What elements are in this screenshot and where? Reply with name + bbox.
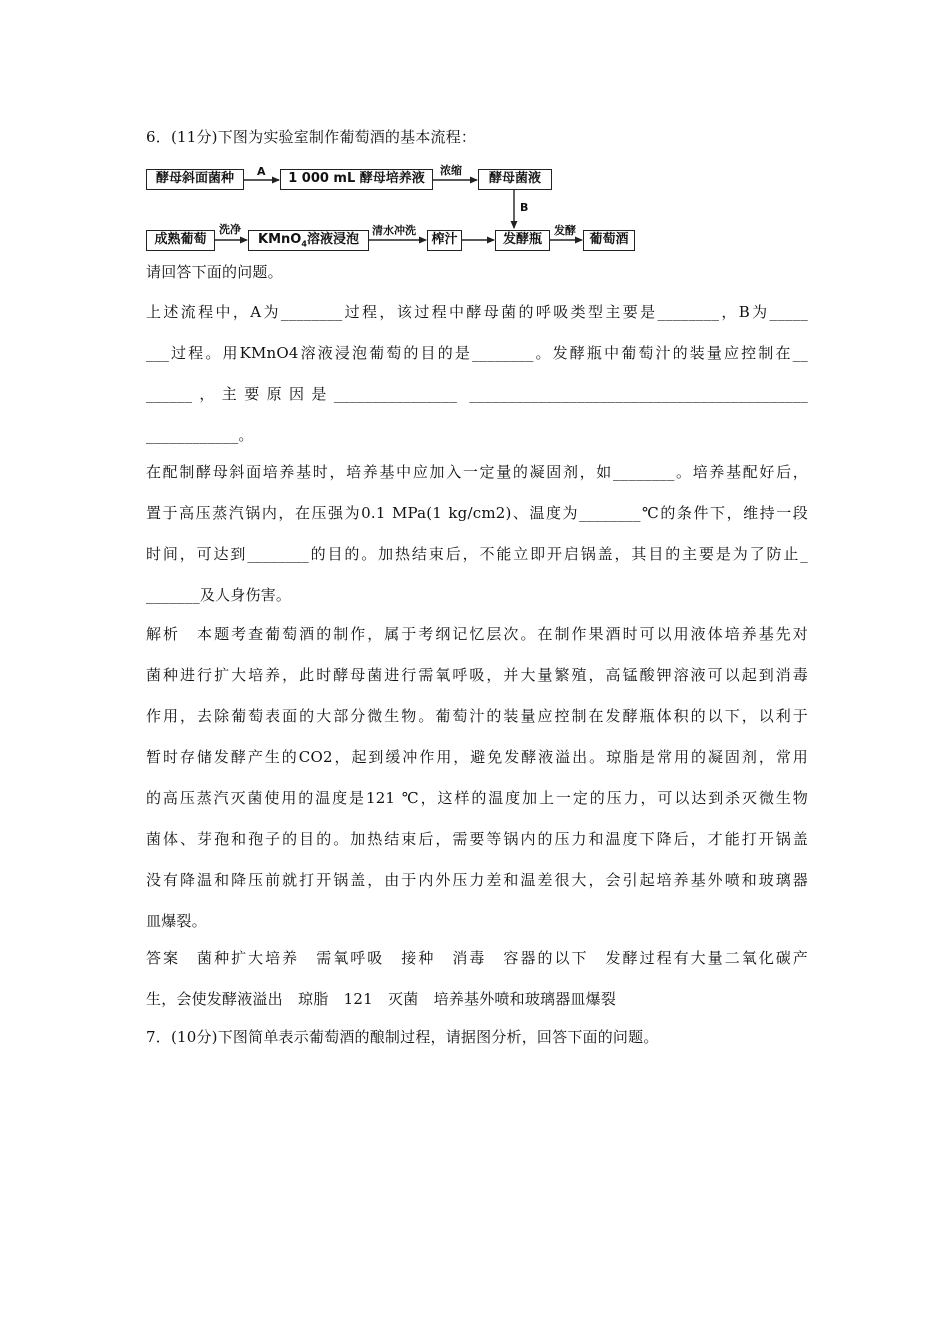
q6-line-7: 置于高压蒸汽锅内，在压强为0.1 MPa(1 kg/cm2)、温度为________℃的条件下，维持一段 xyxy=(146,504,808,522)
label-a: A xyxy=(257,165,266,178)
kmno4-subscript: 4 xyxy=(301,239,307,249)
label-rinse: 清水冲洗 xyxy=(372,224,416,237)
label-b: B xyxy=(520,201,529,214)
question-7-title: 7．(10分)下图简单表示葡萄酒的酿制过程，请据图分析，回答下面的问题。 xyxy=(146,1028,659,1046)
q6-line-5: ____________。 xyxy=(146,426,254,444)
answer-line-2: 生，会使发酵液溢出 琼脂 121 灭菌 培养基外喷和玻璃器皿爆裂 xyxy=(146,990,617,1008)
label-concentrate: 浓缩 xyxy=(440,164,462,177)
q6-line-3: ___过程。用KMnO4溶液浸泡葡萄的目的是________。发酵瓶中葡萄汁的装量应控制在__ xyxy=(146,344,808,362)
q6-line-2: 上述流程中，A为________过程，该过程中酵母菌的呼吸类型主要是________，B为_____ xyxy=(146,303,808,321)
kmno4-soak-text: 溶液浸泡 xyxy=(306,232,359,247)
analysis-line-1: 解析 本题考查葡萄酒的制作，属于考纲记忆层次。在制作果酒时可以用液体培养基先对 xyxy=(146,625,808,643)
analysis-line-8: 皿爆裂。 xyxy=(146,912,207,930)
q6-line-8: 时间，可达到________的目的。加热结束后，不能立即开启锅盖，其目的主要是为了防止_ xyxy=(146,545,808,563)
q6-line-6: 在配制酵母斜面培养基时，培养基中应加入一定量的凝固剂，如________。培养基配好后， xyxy=(146,463,808,481)
analysis-line-7: 没有降温和降压前就打开锅盖，由于内外压力差和温差很大，会引起培养基外喷和玻璃器 xyxy=(146,871,808,889)
q6-line-9: _______及人身伤害。 xyxy=(146,586,292,604)
box-slant-culture: 酵母斜面菌种 xyxy=(146,169,244,190)
box-yeast-liquid: 酵母菌液 xyxy=(478,169,552,190)
q6-line-1: 请回答下面的问题。 xyxy=(146,263,283,281)
box-ripe-grapes: 成熟葡萄 xyxy=(146,230,215,251)
label-wash: 洗净 xyxy=(219,223,241,236)
label-ferment: 发酵 xyxy=(554,224,576,237)
box-fermentation-bottle: 发酵瓶 xyxy=(495,230,550,251)
analysis-line-3: 作用，去除葡萄表面的大部分微生物。葡萄汁的装量应控制在发酵瓶体积的以下，以利于 xyxy=(146,707,808,725)
box-press-juice: 榨汁 xyxy=(427,230,462,251)
question-6-title: 6．(11分)下图为实验室制作葡萄酒的基本流程： xyxy=(146,128,477,146)
box-wine: 葡萄酒 xyxy=(583,230,635,251)
analysis-line-4: 暂时存储发酵产生的CO2，起到缓冲作用，避免发酵液溢出。琼脂是常用的凝固剂，常用 xyxy=(146,748,808,766)
answer-line-1: 答案 菌种扩大培养 需氧呼吸 接种 消毒 容器的以下 发酵过程有大量二氧化碳产 xyxy=(146,949,808,967)
kmno4-formula: KMnO xyxy=(258,232,302,247)
q6-line-4: ______，主要原因是________________ ____________________________________________ xyxy=(146,385,808,403)
box-kmno4-soak xyxy=(248,230,369,251)
box-culture-medium: 1 000 mL 酵母培养液 xyxy=(280,169,433,190)
analysis-line-6: 菌体、芽孢和孢子的目的。加热结束后，需要等锅内的压力和温度下降后，才能打开锅盖 xyxy=(146,830,808,848)
analysis-line-2: 菌种进行扩大培养，此时酵母菌进行需氧呼吸，并大量繁殖，高锰酸钾溶液可以起到消毒 xyxy=(146,666,808,684)
flow-arrows xyxy=(0,0,950,260)
analysis-line-5: 的高压蒸汽灭菌使用的温度是121 ℃，这样的温度加上一定的压力，可以达到杀灭微生物 xyxy=(146,789,808,807)
